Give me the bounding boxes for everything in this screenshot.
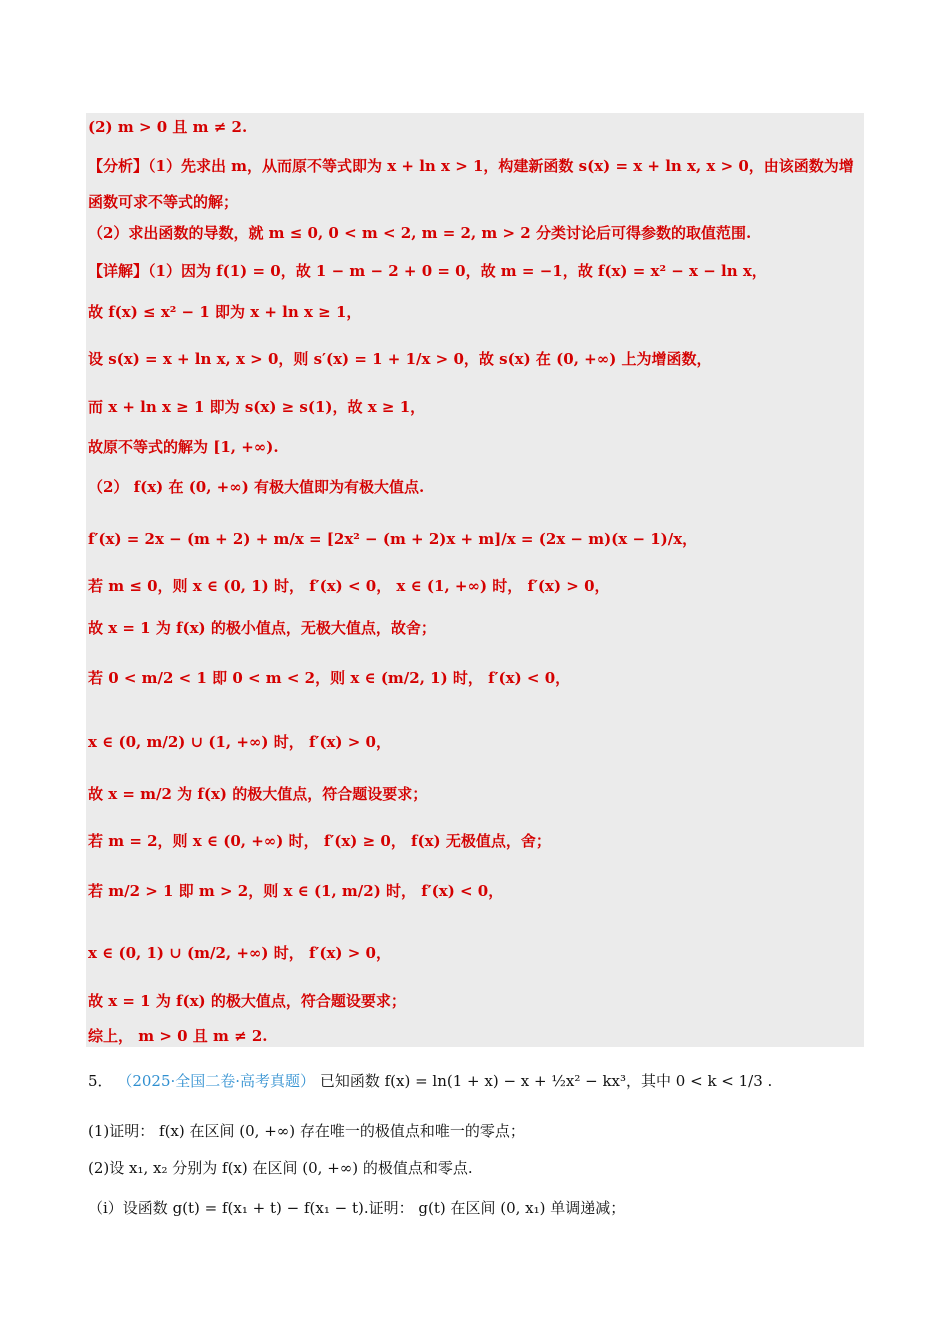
case-m-le-0: 若 m ≤ 0，则 x ∈ (0, 1) 时， f′(x) < 0， x ∈ (1, +∞) 时， f′(x) > 0， (88, 577, 610, 595)
analysis-line-1: 【分析】（1）先求出 m，从而原不等式即为 x + ln x > 1，构建新函数 s(x) = x + ln x, x > 0，由该函数为增 (88, 157, 854, 175)
case-m-le-0-conclusion: 故 x = 1 为 f(x) 的极小值点，无极大值点，故舍； (88, 619, 436, 637)
case-0-m-2: 若 0 < m/2 < 1 即 0 < m < 2，则 x ∈ (m/2, 1) 时， f′(x) < 0， (88, 669, 571, 687)
problem-part2: (2)设 x₁, x₂ 分别为 f(x) 在区间 (0, +∞) 的极值点和零点. (88, 1159, 473, 1177)
case-0-m-2-cont: x ∈ (0, m/2) ∪ (1, +∞) 时， f′(x) > 0， (88, 733, 391, 751)
answer-part2-line: (2) m > 0 且 m ≠ 2. (88, 118, 248, 136)
detail-line-1: 【详解】（1）因为 f(1) = 0，故 1 − m − 2 + 0 = 0，故 m = −1，故 f(x) = x² − x − ln x， (88, 262, 767, 280)
detail-line-6: （2） f(x) 在 (0, +∞) 有极大值即为有极大值点. (88, 478, 425, 496)
detail-line-5: 故原不等式的解为 [1, +∞). (88, 438, 279, 456)
derivative-line: f′(x) = 2x − (m + 2) + m/x = [2x² − (m + 2)x + m]/x = (2x − m)(x − 1)/x， (88, 530, 698, 548)
problem-source: （2025·全国二卷·高考真题） (117, 1072, 316, 1090)
analysis-line-2: 函数可求不等式的解； (88, 193, 239, 211)
case-m-gt-2-conclusion: 故 x = 1 为 f(x) 的极大值点，符合题设要求； (88, 992, 406, 1010)
case-m-gt-2: 若 m/2 > 1 即 m > 2，则 x ∈ (1, m/2) 时， f′(x) < 0， (88, 882, 504, 900)
problem-part1: (1)证明： f(x) 在区间 (0, +∞) 存在唯一的极值点和唯一的零点； (88, 1122, 525, 1140)
detail-line-2: 故 f(x) ≤ x² − 1 即为 x + ln x ≥ 1， (88, 303, 362, 321)
detail-line-4: 而 x + ln x ≥ 1 即为 s(x) ≥ s(1)，故 x ≥ 1， (88, 398, 426, 416)
problem-part2i: （i）设函数 g(t) = f(x₁ + t) − f(x₁ − t).证明： g(t) 在区间 (0, x₁) 单调递减； (88, 1199, 626, 1217)
summary-line: 综上， m > 0 且 m ≠ 2. (88, 1027, 268, 1045)
problem-number: 5． (88, 1072, 113, 1090)
analysis-line-3: （2）求出函数的导数，就 m ≤ 0, 0 < m < 2, m = 2, m > 2 分类讨论后可得参数的取值范围. (88, 224, 752, 242)
case-0-m-2-conclusion: 故 x = m/2 为 f(x) 的极大值点，符合题设要求； (88, 785, 428, 803)
case-m-gt-2-cont: x ∈ (0, 1) ∪ (m/2, +∞) 时， f′(x) > 0， (88, 944, 391, 962)
problem-stem: 已知函数 f(x) = ln(1 + x) − x + ½x² − kx³，其中 0 < k < 1/3 . (319, 1072, 773, 1090)
case-m-eq-2: 若 m = 2，则 x ∈ (0, +∞) 时， f′(x) ≥ 0， f(x) 无极值点，舍； (88, 832, 551, 850)
detail-line-3: 设 s(x) = x + ln x, x > 0，则 s′(x) = 1 + 1/x > 0，故 s(x) 在 (0, +∞) 上为增函数， (88, 350, 712, 368)
problem-header (88, 1070, 772, 1092)
